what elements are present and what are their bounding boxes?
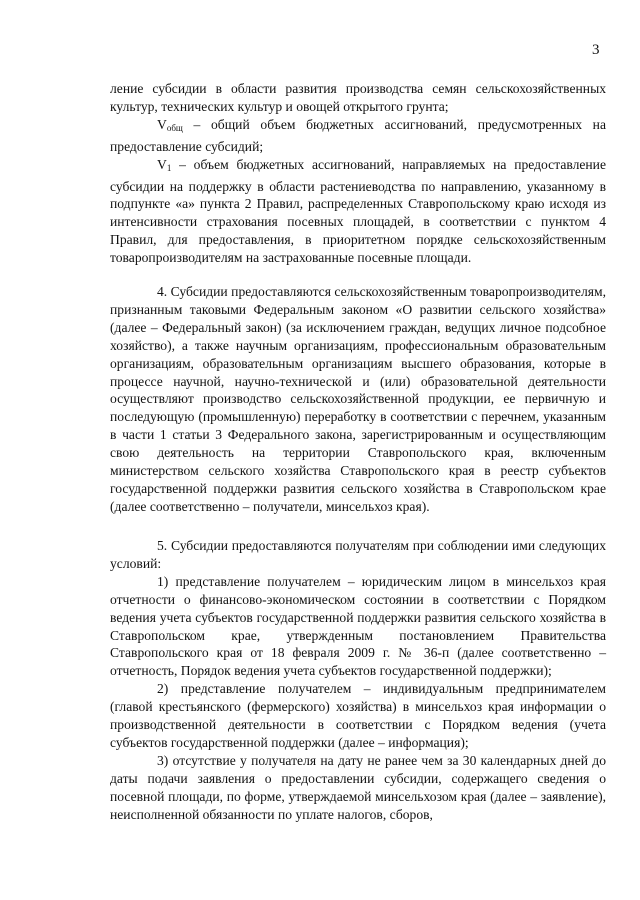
paragraph-condition-1: 1) представление получателем – юридическим лицом в минсельхоз края отчетности о финансово-экономическом состоянии в соответствии с Порядком ведения учета субъектов государственной поддержки развития сельского хозяйства в Ставропольском крае, утвержденным постановлением Правительства Ставропольского края от 18 февраля 2009 г. № 36-п (далее соответственно – отчетность, Порядок ведения учета субъектов государственной поддержки); — [110, 573, 606, 679]
paragraph-v-total-definition — [110, 116, 606, 156]
definition-text: – общий объем бюджетных ассигнований, предусмотренных на предоставление субсидий; — [110, 116, 606, 154]
text-block-formula-definitions — [110, 80, 606, 267]
subscript-one: 1 — [166, 162, 172, 173]
symbol-v: V — [157, 156, 167, 172]
paragraph-condition-2: 2) представление получателем – индивидуальным предпринимателем (главой крестьянского (фермерского) хозяйства) в минсельхоз края информации о производственной деятельности в соответствии с Порядком ведения (учета субъектов государственной поддержки (далее – информация); — [110, 681, 606, 750]
paragraph-condition-3: 3) отсутствие у получателя на дату не ранее чем за 30 календарных дней до даты подачи заявления о предоставлении субсидии, содержащего сведения о посевной площади, по форме, утверждаемой минсельхозом края (далее – заявление), неисполненной обязанности по уплате налогов, сборов, — [110, 752, 606, 822]
paragraph-section-4: 4. Субсидии предоставляются сельскохозяйственным товаропроизводителям, признанным таковыми Федеральным законом «О развитии сельского хозяйства» (далее – Федеральный закон) (за исключением граждан, ведущих личное подсобное хозяйство), а также научным организациям, профессиональным образовательным организациям, образовательным организациям высшего образования, которые в процессе научной, научно-технической и (или) образовательной деятельности осуществляют производство сельскохозяйственной продукции, ее первичную и последующую (промышленную) переработку в соответствии с перечнем, указанным в части 1 статьи 3 Федерального закона, зарегистрированным и осуществляющим свою деятельность на территории Ставропольского края, включенным министерством сельского хозяйства Ставропольского края в реестр субъектов государственной поддержки развития сельского хозяйства в Ставропольском крае (далее соответственно – получатели, минсельхоз края). — [110, 284, 606, 514]
paragraph-section-5-intro: 5. Субсидии предоставляются получателям при соблюдении ими следующих условий: — [110, 538, 606, 571]
paragraph-v1-definition — [110, 156, 606, 267]
paragraph-continuation: ление субсидии в области развития производства семян сельскохозяйственных культур, технических культур и овощей открытого грунта; — [110, 81, 606, 114]
definition-text: – объем бюджетных ассигнований, направляемых на предоставление субсидии на поддержку в области растениеводства по направлению, указанному в подпункте «а» пункта 2 Правил, распределенных Ставропольскому краю исходя из интенсивности страхования посевных площадей, в соответствии с пунктом 4 Правил, для предоставления, в приоритетном порядке сельскохозяйственным товаропроизводителям на застрахованные посевные площади. — [110, 156, 606, 266]
text-block-section-4 — [110, 283, 606, 516]
page-number: 3 — [592, 42, 600, 58]
subscript-total: общ — [166, 122, 183, 133]
text-block-section-5 — [110, 537, 606, 824]
symbol-v: V — [157, 116, 167, 132]
